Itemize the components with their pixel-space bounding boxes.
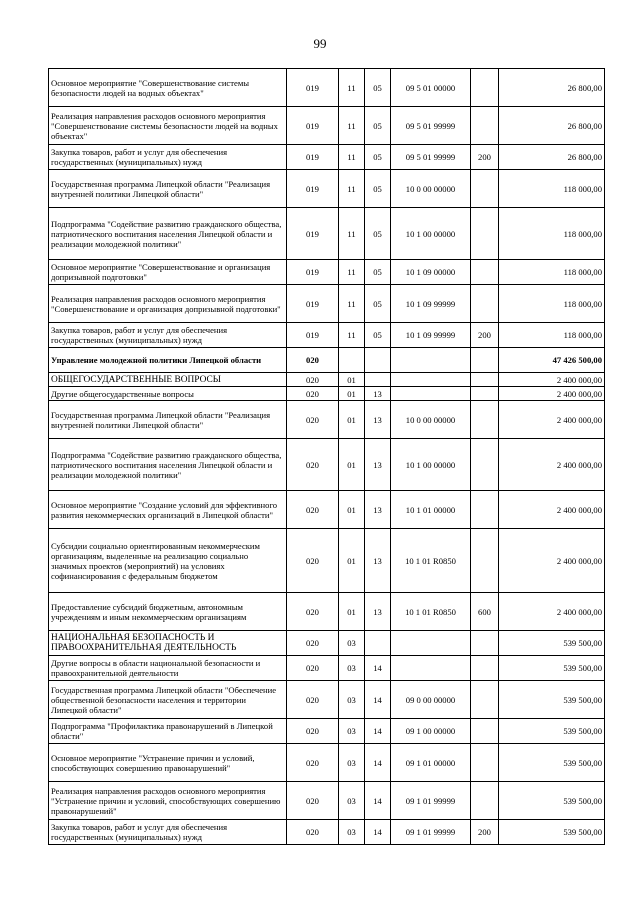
table-row	[49, 656, 605, 681]
row-code: 019	[287, 260, 339, 285]
row-section: 01	[339, 439, 365, 491]
row-expense-type	[471, 69, 499, 107]
row-sum: 2 400 000,00	[499, 387, 605, 401]
row-section: 03	[339, 681, 365, 719]
row-expense-type	[471, 170, 499, 208]
table-row	[49, 744, 605, 782]
row-name: Государственная программа Липецкой области "Реализация внутренней политики Липецкой области"	[49, 170, 287, 208]
row-section: 03	[339, 719, 365, 744]
row-code: 020	[287, 401, 339, 439]
row-sum: 118 000,00	[499, 260, 605, 285]
row-article: 09 1 01 99999	[391, 782, 471, 820]
row-name: Реализация направления расходов основного мероприятия "Совершенствование системы безопасности людей на водных объектах"	[49, 107, 287, 145]
row-article: 09 1 01 00000	[391, 744, 471, 782]
row-expense-type	[471, 719, 499, 744]
row-name: Другие вопросы в области национальной безопасности и правоохранительной деятельности	[49, 656, 287, 681]
page-number: 99	[313, 36, 327, 51]
table-row	[49, 323, 605, 348]
row-code: 020	[287, 373, 339, 387]
row-section: 11	[339, 69, 365, 107]
row-expense-type	[471, 782, 499, 820]
row-subsection	[365, 348, 391, 373]
row-sum: 47 426 500,00	[499, 348, 605, 373]
row-article: 09 1 01 99999	[391, 820, 471, 845]
row-article: 10 1 09 99999	[391, 285, 471, 323]
row-section: 01	[339, 373, 365, 387]
row-name: Подпрограмма "Содействие развитию гражданского общества, патриотического воспитания населения Липецкой области и реализации молодежной политики"	[49, 208, 287, 260]
row-subsection	[365, 373, 391, 387]
row-section: 03	[339, 631, 365, 656]
row-subsection: 13	[365, 491, 391, 529]
row-code: 019	[287, 145, 339, 170]
row-expense-type	[471, 373, 499, 387]
table-row	[49, 631, 605, 656]
row-code: 020	[287, 656, 339, 681]
row-sum: 118 000,00	[499, 170, 605, 208]
row-section: 03	[339, 656, 365, 681]
row-code: 020	[287, 631, 339, 656]
table-row	[49, 782, 605, 820]
row-article: 10 1 01 00000	[391, 491, 471, 529]
row-sum: 118 000,00	[499, 208, 605, 260]
row-sum: 26 800,00	[499, 145, 605, 170]
row-code: 020	[287, 439, 339, 491]
row-name: Закупка товаров, работ и услуг для обеспечения государственных (муниципальных) нужд	[49, 323, 287, 348]
row-expense-type: 200	[471, 145, 499, 170]
row-article: 09 1 00 00000	[391, 719, 471, 744]
row-sum: 2 400 000,00	[499, 593, 605, 631]
row-name: Подпрограмма "Профилактика правонарушений в Липецкой области"	[49, 719, 287, 744]
table-row	[49, 208, 605, 260]
row-subsection: 13	[365, 401, 391, 439]
table-row	[49, 491, 605, 529]
table-body	[49, 69, 605, 845]
row-code: 020	[287, 744, 339, 782]
row-sum: 2 400 000,00	[499, 401, 605, 439]
row-section: 11	[339, 145, 365, 170]
budget-table	[48, 68, 605, 845]
row-sum: 539 500,00	[499, 820, 605, 845]
row-section: 01	[339, 529, 365, 593]
row-name: Реализация направления расходов основного мероприятия "Совершенствование и организация допризывной подготовки"	[49, 285, 287, 323]
row-code: 019	[287, 170, 339, 208]
row-sum: 2 400 000,00	[499, 529, 605, 593]
row-article: 10 1 00 00000	[391, 208, 471, 260]
row-name: Подпрограмма "Содействие развитию гражданского общества, патриотического воспитания населения Липецкой области и реализации молодежной политики"	[49, 439, 287, 491]
row-section: 11	[339, 208, 365, 260]
row-article: 10 1 09 00000	[391, 260, 471, 285]
row-expense-type	[471, 491, 499, 529]
row-section: 11	[339, 323, 365, 348]
row-subsection: 14	[365, 782, 391, 820]
row-name: ОБЩЕГОСУДАРСТВЕННЫЕ ВОПРОСЫ	[49, 373, 287, 387]
row-expense-type	[471, 656, 499, 681]
row-code: 019	[287, 107, 339, 145]
row-subsection: 05	[365, 285, 391, 323]
table-row	[49, 719, 605, 744]
row-name: Основное мероприятие "Совершенствование системы безопасности людей на водных объектах"	[49, 69, 287, 107]
row-subsection: 14	[365, 656, 391, 681]
row-article	[391, 387, 471, 401]
row-article	[391, 631, 471, 656]
row-expense-type: 600	[471, 593, 499, 631]
table-row	[49, 285, 605, 323]
table-row	[49, 260, 605, 285]
row-sum: 539 500,00	[499, 681, 605, 719]
row-section: 11	[339, 285, 365, 323]
row-sum: 118 000,00	[499, 285, 605, 323]
table-row	[49, 145, 605, 170]
row-subsection: 14	[365, 744, 391, 782]
row-expense-type	[471, 744, 499, 782]
table-row	[49, 348, 605, 373]
row-section: 11	[339, 260, 365, 285]
row-sum: 539 500,00	[499, 631, 605, 656]
row-subsection: 14	[365, 681, 391, 719]
row-section: 03	[339, 782, 365, 820]
table-row	[49, 439, 605, 491]
table-row	[49, 170, 605, 208]
row-article	[391, 656, 471, 681]
row-subsection: 05	[365, 170, 391, 208]
row-article: 10 0 00 00000	[391, 170, 471, 208]
row-article: 09 5 01 99999	[391, 145, 471, 170]
row-expense-type	[471, 401, 499, 439]
row-name: Другие общегосударственные вопросы	[49, 387, 287, 401]
row-subsection: 13	[365, 529, 391, 593]
table-row	[49, 69, 605, 107]
row-code: 019	[287, 323, 339, 348]
row-sum: 26 800,00	[499, 69, 605, 107]
row-article	[391, 348, 471, 373]
row-name: Закупка товаров, работ и услуг для обеспечения государственных (муниципальных) нужд	[49, 820, 287, 845]
table-row	[49, 107, 605, 145]
table-row	[49, 387, 605, 401]
row-expense-type	[471, 348, 499, 373]
row-sum: 539 500,00	[499, 656, 605, 681]
row-section: 03	[339, 820, 365, 845]
row-code: 020	[287, 681, 339, 719]
row-section: 11	[339, 170, 365, 208]
row-name: НАЦИОНАЛЬНАЯ БЕЗОПАСНОСТЬ И ПРАВООХРАНИТЕЛЬНАЯ ДЕЯТЕЛЬНОСТЬ	[49, 631, 287, 656]
row-code: 020	[287, 348, 339, 373]
table-row	[49, 820, 605, 845]
row-subsection: 05	[365, 260, 391, 285]
row-article: 09 5 01 99999	[391, 107, 471, 145]
row-subsection: 13	[365, 593, 391, 631]
row-section: 01	[339, 593, 365, 631]
row-sum: 118 000,00	[499, 323, 605, 348]
row-sum: 2 400 000,00	[499, 491, 605, 529]
row-name: Государственная программа Липецкой области "Реализация внутренней политики Липецкой области"	[49, 401, 287, 439]
row-code: 020	[287, 491, 339, 529]
row-subsection: 05	[365, 145, 391, 170]
row-code: 020	[287, 529, 339, 593]
row-article: 09 5 01 00000	[391, 69, 471, 107]
row-expense-type	[471, 208, 499, 260]
row-code: 020	[287, 387, 339, 401]
row-expense-type	[471, 439, 499, 491]
table-row	[49, 681, 605, 719]
row-expense-type: 200	[471, 820, 499, 845]
row-code: 020	[287, 719, 339, 744]
row-subsection	[365, 631, 391, 656]
row-section: 03	[339, 744, 365, 782]
row-code: 019	[287, 285, 339, 323]
row-expense-type	[471, 631, 499, 656]
row-subsection: 05	[365, 323, 391, 348]
row-name: Основное мероприятие "Создание условий для эффективного развития некоммерческих организаций в Липецкой области"	[49, 491, 287, 529]
row-subsection: 05	[365, 69, 391, 107]
table-row	[49, 593, 605, 631]
row-expense-type	[471, 107, 499, 145]
row-sum: 26 800,00	[499, 107, 605, 145]
row-article: 10 1 01 R0850	[391, 529, 471, 593]
row-subsection: 14	[365, 719, 391, 744]
row-name: Государственная программа Липецкой области "Обеспечение общественной безопасности населения и территории Липецкой области"	[49, 681, 287, 719]
row-subsection: 14	[365, 820, 391, 845]
row-expense-type	[471, 285, 499, 323]
table-row	[49, 373, 605, 387]
row-section	[339, 348, 365, 373]
row-sum: 539 500,00	[499, 782, 605, 820]
row-name: Предоставление субсидий бюджетным, автономным учреждениям и иным некоммерческим организациям	[49, 593, 287, 631]
row-article: 10 1 01 R0850	[391, 593, 471, 631]
row-code: 019	[287, 69, 339, 107]
row-code: 020	[287, 593, 339, 631]
row-name: Закупка товаров, работ и услуг для обеспечения государственных (муниципальных) нужд	[49, 145, 287, 170]
row-code: 019	[287, 208, 339, 260]
row-section: 01	[339, 491, 365, 529]
row-article	[391, 373, 471, 387]
table-row	[49, 401, 605, 439]
row-section: 11	[339, 107, 365, 145]
row-name: Основное мероприятие "Устранение причин и условий, способствующих совершению правонарушений"	[49, 744, 287, 782]
row-subsection: 13	[365, 387, 391, 401]
row-article: 10 1 00 00000	[391, 439, 471, 491]
row-expense-type	[471, 681, 499, 719]
row-name: Реализация направления расходов основного мероприятия "Устранение причин и условий, способствующих совершению правонарушений"	[49, 782, 287, 820]
row-section: 01	[339, 387, 365, 401]
table-row	[49, 529, 605, 593]
row-subsection: 05	[365, 107, 391, 145]
row-article: 10 0 00 00000	[391, 401, 471, 439]
row-code: 020	[287, 820, 339, 845]
row-expense-type	[471, 260, 499, 285]
row-expense-type	[471, 529, 499, 593]
row-section: 01	[339, 401, 365, 439]
row-subsection: 05	[365, 208, 391, 260]
row-name: Основное мероприятие "Совершенствование и организация допризывной подготовки"	[49, 260, 287, 285]
row-name: Управление молодежной политики Липецкой области	[49, 348, 287, 373]
row-article: 09 0 00 00000	[391, 681, 471, 719]
row-sum: 2 400 000,00	[499, 373, 605, 387]
row-subsection: 13	[365, 439, 391, 491]
row-sum: 539 500,00	[499, 744, 605, 782]
row-article: 10 1 09 99999	[391, 323, 471, 348]
row-expense-type	[471, 387, 499, 401]
row-sum: 2 400 000,00	[499, 439, 605, 491]
row-sum: 539 500,00	[499, 719, 605, 744]
row-expense-type: 200	[471, 323, 499, 348]
row-code: 020	[287, 782, 339, 820]
row-name: Субсидии социально ориентированным некоммерческим организациям, выделенные на реализацию социально значимых проектов (мероприятий) на условиях софинансирования с федеральным бюджетом	[49, 529, 287, 593]
